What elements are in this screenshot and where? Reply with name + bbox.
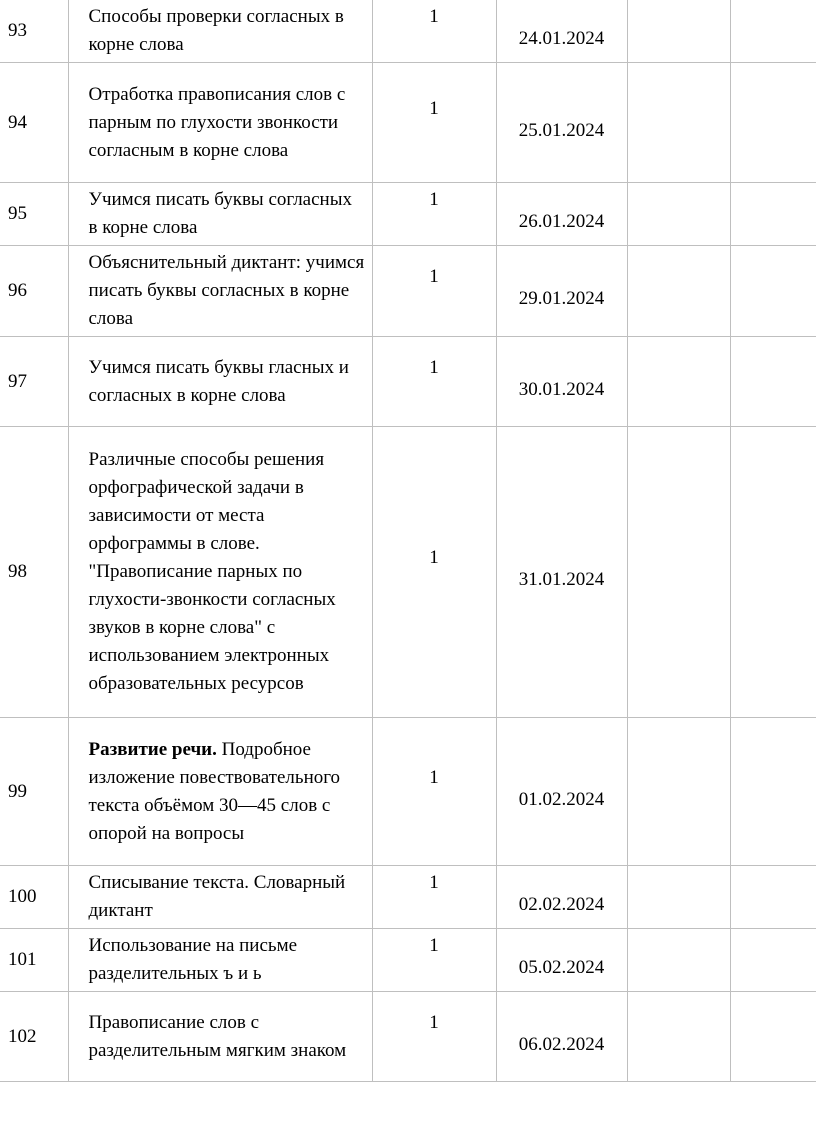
lesson-date: 06.02.2024 [518, 1033, 605, 1055]
lesson-number: 93 [0, 0, 68, 63]
lesson-hours: 1 [429, 266, 439, 287]
lesson-topic-bold: Развитие речи. [88, 738, 217, 760]
empty-cell [730, 718, 816, 866]
table-row [0, 929, 816, 992]
table-row [0, 337, 816, 427]
lesson-topic: Объяснительный диктант: учимся писать буквы согласных в корне слова [68, 246, 372, 337]
table-row [0, 427, 816, 718]
lesson-number: 97 [0, 337, 68, 427]
empty-cell [627, 0, 730, 63]
lesson-date: 25.01.2024 [518, 119, 605, 141]
table-row [0, 183, 816, 246]
empty-cell [730, 866, 816, 929]
empty-cell [627, 246, 730, 337]
empty-cell [627, 337, 730, 427]
lesson-topic: Правописание слов с разделительным мягким знаком [68, 992, 372, 1082]
lesson-date: 02.02.2024 [518, 894, 605, 915]
lesson-date: 01.02.2024 [518, 788, 605, 810]
empty-cell [730, 183, 816, 246]
lesson-topic: Учимся писать буквы согласных в корне слова [68, 183, 372, 246]
empty-cell [730, 427, 816, 718]
lesson-topic: Учимся писать буквы гласных и согласных в корне слова [68, 337, 372, 427]
empty-cell [627, 929, 730, 992]
empty-cell [730, 337, 816, 427]
lesson-hours: 1 [429, 189, 439, 210]
table-row [0, 63, 816, 183]
empty-cell [730, 0, 816, 63]
empty-cell [730, 929, 816, 992]
table-row [0, 246, 816, 337]
lesson-date: 30.01.2024 [518, 378, 605, 400]
lesson-number: 95 [0, 183, 68, 246]
table-row [0, 0, 816, 63]
empty-cell [730, 63, 816, 183]
lesson-hours: 1 [429, 6, 439, 27]
lesson-hours: 1 [429, 97, 439, 119]
lesson-topic: Отработка правописания слов с парным по глухости звонкости согласным в корне слова [68, 63, 372, 183]
lesson-number: 96 [0, 246, 68, 337]
lesson-hours: 1 [429, 935, 439, 956]
empty-cell [627, 718, 730, 866]
lesson-date: 26.01.2024 [518, 211, 605, 232]
lesson-number: 100 [0, 866, 68, 929]
lesson-hours: 1 [429, 766, 439, 788]
empty-cell [627, 63, 730, 183]
lesson-topic: Способы проверки согласных в корне слова [68, 0, 372, 63]
table-row [0, 866, 816, 929]
lesson-date: 31.01.2024 [518, 569, 605, 590]
lesson-hours: 1 [429, 547, 439, 568]
lesson-hours: 1 [429, 356, 439, 378]
lesson-topic: Различные способы решения орфографической задачи в зависимости от места орфограммы в слове. "Правописание парных по глухости-звонкости согласных звуков в корне слова" с использованием электронных образовательных ресурсов [68, 427, 372, 718]
lesson-number: 101 [0, 929, 68, 992]
lesson-number: 99 [0, 718, 68, 866]
empty-cell [627, 427, 730, 718]
table-row [0, 992, 816, 1082]
empty-cell [627, 183, 730, 246]
lesson-number: 98 [0, 427, 68, 718]
lesson-number: 102 [0, 992, 68, 1082]
empty-cell [730, 992, 816, 1082]
lesson-hours: 1 [429, 872, 439, 893]
lesson-topic: Использование на письме разделительных ъ и ь [68, 929, 372, 992]
lesson-date: 05.02.2024 [518, 957, 605, 978]
lesson-hours: 1 [429, 1011, 439, 1033]
empty-cell [730, 246, 816, 337]
lesson-date: 24.01.2024 [518, 28, 605, 49]
lesson-topic: Подробное изложение повествовательного текста объёмом 30—45 слов с опорой на вопросы [88, 738, 341, 844]
table-row [0, 718, 816, 866]
lesson-number: 94 [0, 63, 68, 183]
lesson-topic: Списывание текста. Словарный диктант [68, 866, 372, 929]
lesson-date: 29.01.2024 [518, 288, 605, 309]
empty-cell [627, 992, 730, 1082]
empty-cell [627, 866, 730, 929]
